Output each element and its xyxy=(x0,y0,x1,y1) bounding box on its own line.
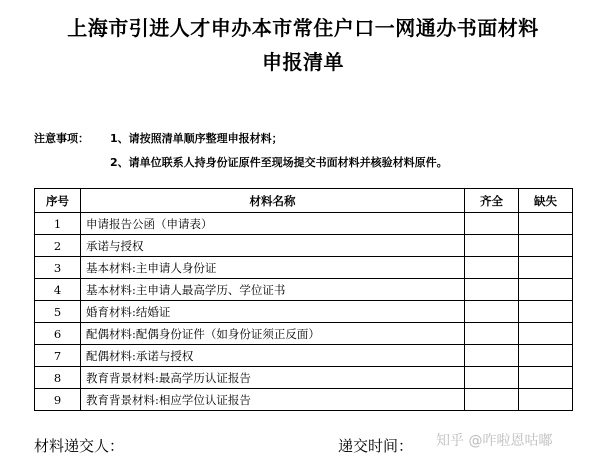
row-material-name: 配偶材料:承诺与授权 xyxy=(81,345,465,367)
table-row xyxy=(35,323,573,345)
row-number: 6 xyxy=(35,323,81,345)
table-row xyxy=(35,279,573,301)
header-missing: 缺失 xyxy=(519,189,573,213)
row-number: 2 xyxy=(35,235,81,257)
submission-time-label: 递交时间： xyxy=(338,437,414,455)
missing-checkbox-cell[interactable] xyxy=(519,213,573,235)
row-material-name: 基本材料:主申请人最高学历、学位证书 xyxy=(81,279,465,301)
missing-checkbox-cell[interactable] xyxy=(519,367,573,389)
row-material-name: 婚育材料:结婚证 xyxy=(81,301,465,323)
table-row xyxy=(35,213,573,235)
complete-checkbox-cell[interactable] xyxy=(465,257,519,279)
table-row xyxy=(35,257,573,279)
complete-checkbox-cell[interactable] xyxy=(465,279,519,301)
complete-checkbox-cell[interactable] xyxy=(465,301,519,323)
complete-checkbox-cell[interactable] xyxy=(465,389,519,411)
missing-checkbox-cell[interactable] xyxy=(519,389,573,411)
row-material-name: 教育背景材料:最高学历认证报告 xyxy=(81,367,465,389)
table-row xyxy=(35,235,573,257)
note-item-1: 1、请按照清单顺序整理申报材料； xyxy=(110,132,283,145)
header-material-name: 材料名称 xyxy=(81,189,465,213)
missing-checkbox-cell[interactable] xyxy=(519,279,573,301)
complete-checkbox-cell[interactable] xyxy=(465,235,519,257)
document-title-line-2: 申报清单 xyxy=(262,50,344,74)
row-number: 5 xyxy=(35,301,81,323)
row-number: 3 xyxy=(35,257,81,279)
row-number: 1 xyxy=(35,213,81,235)
complete-checkbox-cell[interactable] xyxy=(465,323,519,345)
missing-checkbox-cell[interactable] xyxy=(519,345,573,367)
notes-label: 注意事项： xyxy=(34,132,89,145)
zhihu-watermark: 知乎 @咋啦恩咕嘟 xyxy=(436,433,553,449)
missing-checkbox-cell[interactable] xyxy=(519,323,573,345)
table-row xyxy=(35,301,573,323)
note-item-2: 2、请单位联系人持身份证原件至现场提交书面材料并核验材料原件。 xyxy=(110,156,448,169)
document-title-line-1: 上海市引进人才申办本市常住户口一网通办书面材料 xyxy=(67,16,539,40)
complete-checkbox-cell[interactable] xyxy=(465,367,519,389)
table-header-row xyxy=(35,189,573,213)
table-row xyxy=(35,389,573,411)
materials-checklist-table xyxy=(34,188,573,411)
missing-checkbox-cell[interactable] xyxy=(519,235,573,257)
submitter-label: 材料递交人： xyxy=(34,437,125,455)
header-number: 序号 xyxy=(35,189,81,213)
row-number: 7 xyxy=(35,345,81,367)
row-material-name: 承诺与授权 xyxy=(81,235,465,257)
row-number: 8 xyxy=(35,367,81,389)
row-material-name: 申请报告公函（申请表） xyxy=(81,213,465,235)
row-number: 4 xyxy=(35,279,81,301)
table-row xyxy=(35,345,573,367)
header-complete: 齐全 xyxy=(465,189,519,213)
missing-checkbox-cell[interactable] xyxy=(519,257,573,279)
row-material-name: 教育背景材料:相应学位认证报告 xyxy=(81,389,465,411)
row-number: 9 xyxy=(35,389,81,411)
row-material-name: 基本材料:主申请人身份证 xyxy=(81,257,465,279)
table-row xyxy=(35,367,573,389)
complete-checkbox-cell[interactable] xyxy=(465,213,519,235)
missing-checkbox-cell[interactable] xyxy=(519,301,573,323)
row-material-name: 配偶材料:配偶身份证件（如身份证须正反面） xyxy=(81,323,465,345)
complete-checkbox-cell[interactable] xyxy=(465,345,519,367)
